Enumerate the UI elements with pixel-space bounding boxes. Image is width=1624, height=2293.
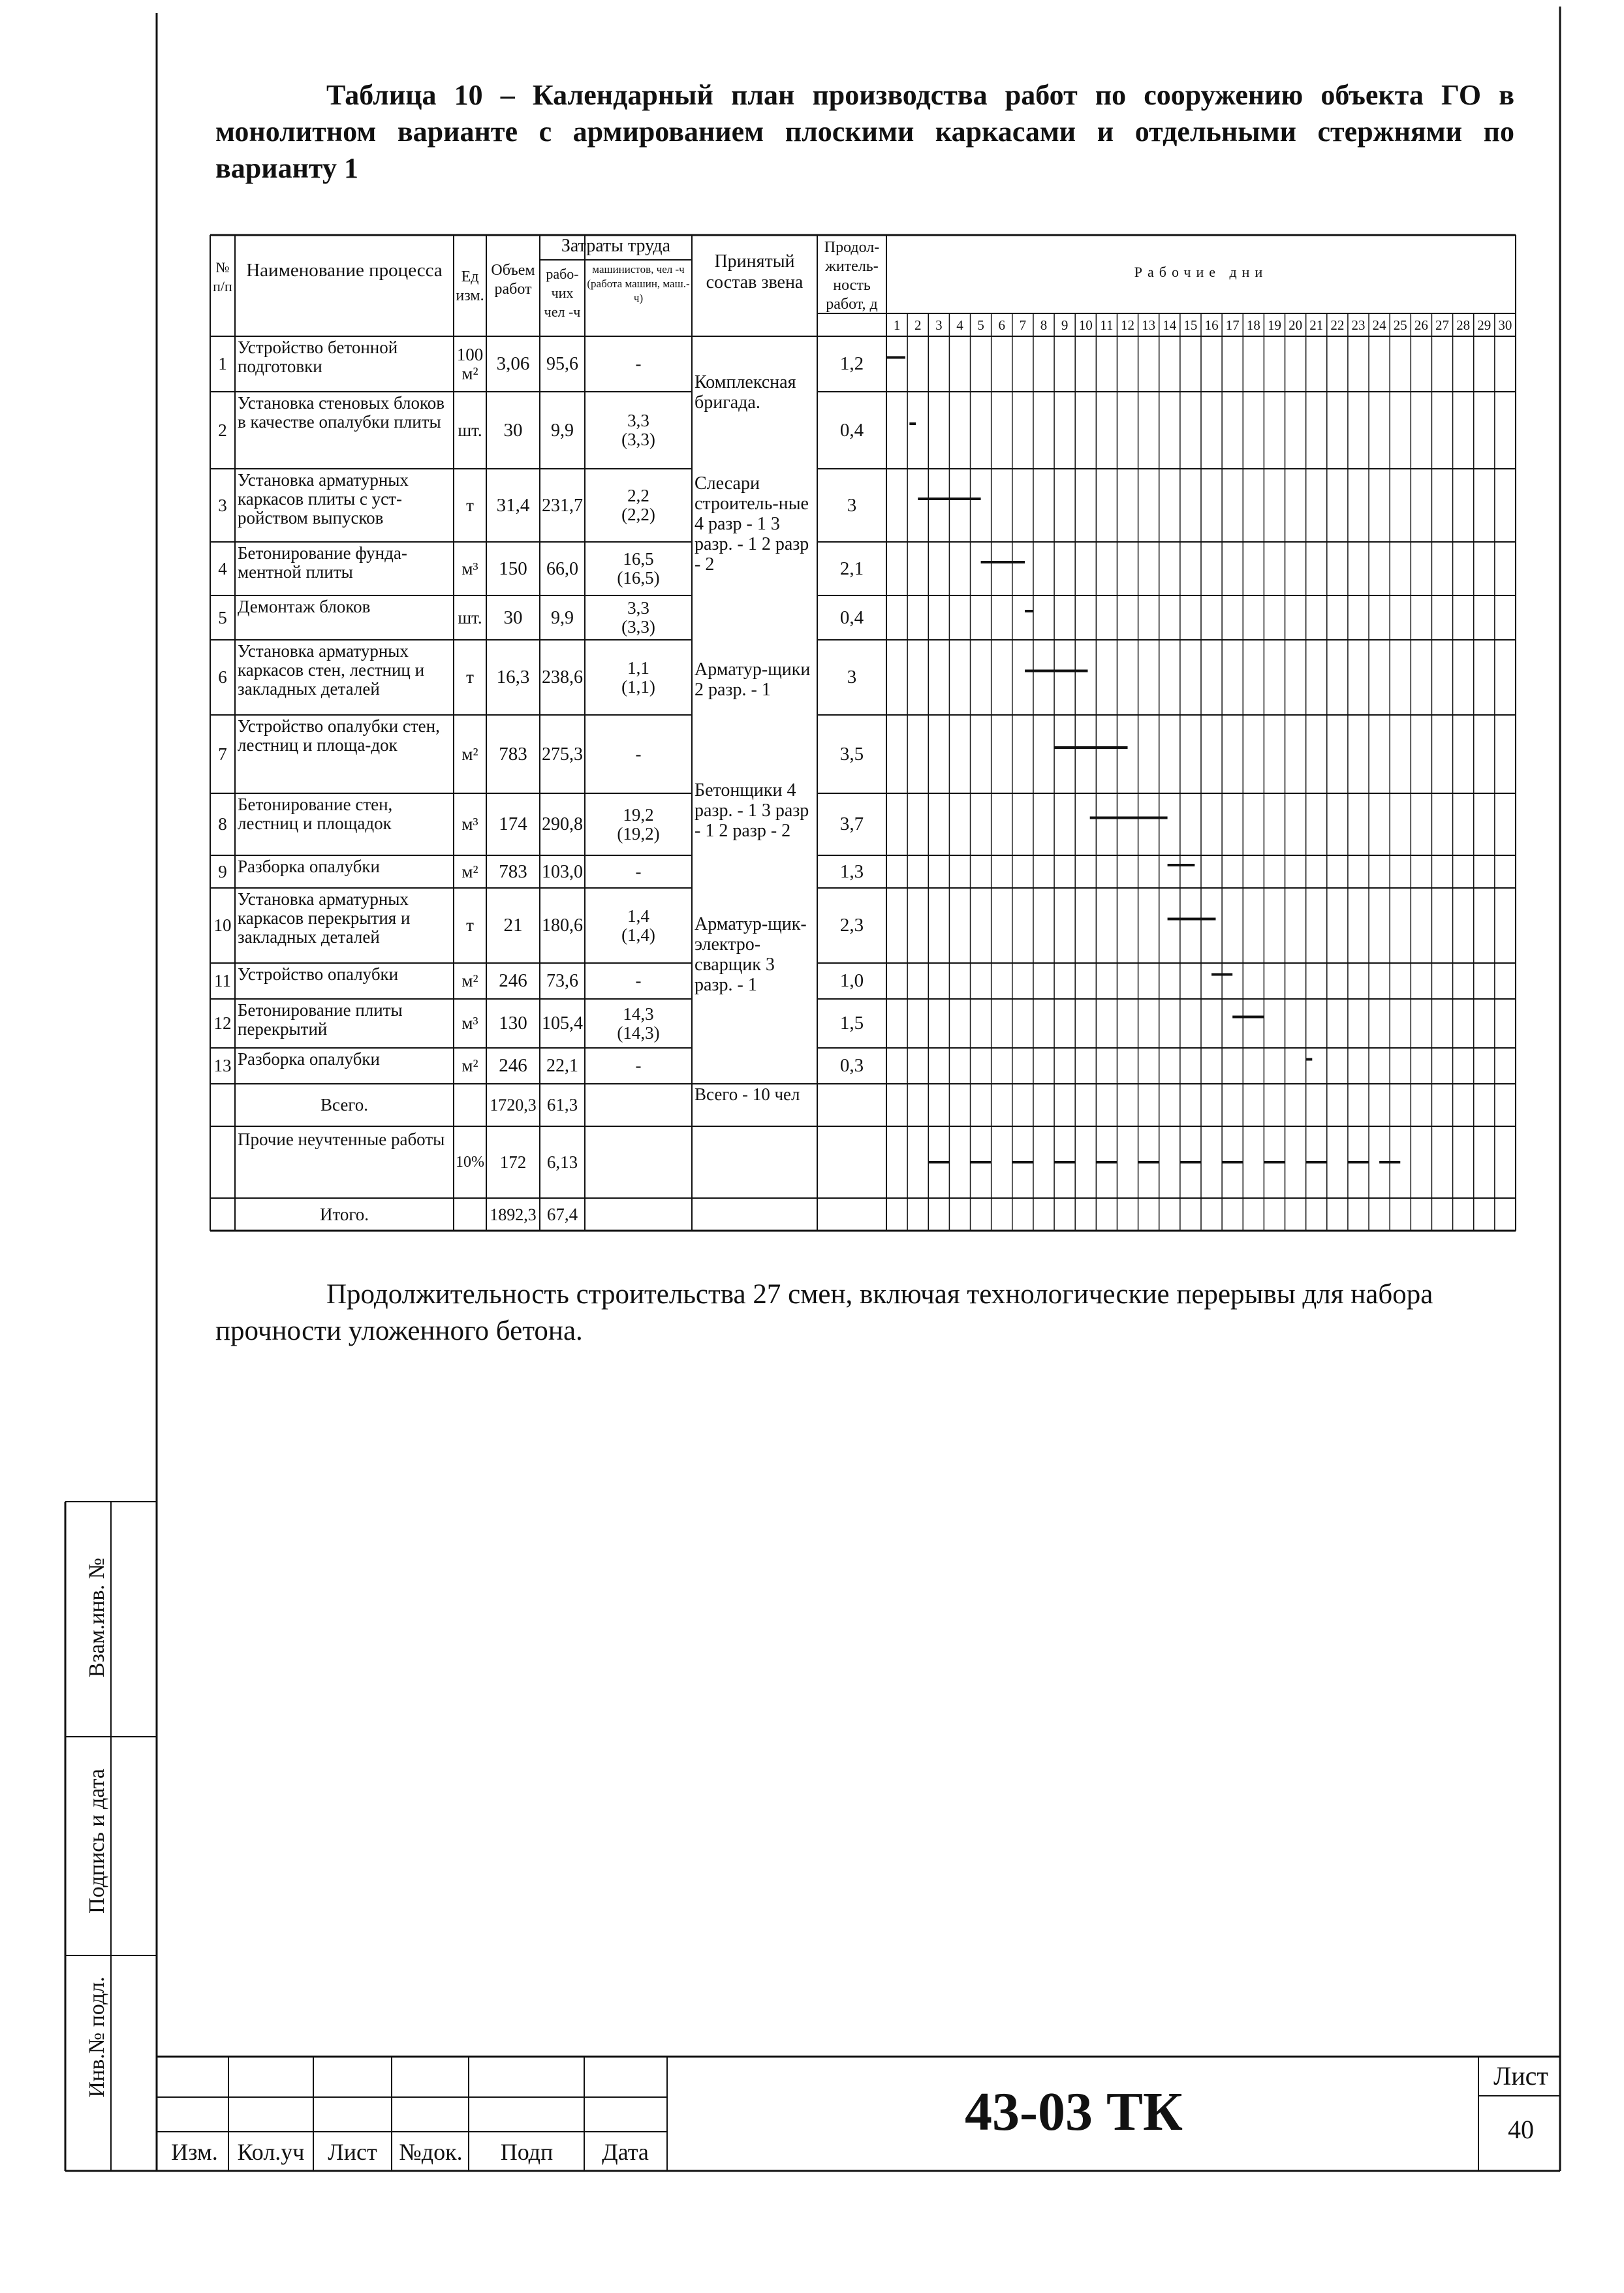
row-duration: 1,5 — [839, 1013, 864, 1034]
day-number: 26 — [1414, 317, 1428, 333]
row-num: 8 — [218, 814, 227, 834]
day-number: 5 — [977, 317, 984, 333]
row-machines: 16,5 (16,5) — [617, 549, 660, 588]
day-number: 13 — [1142, 317, 1156, 333]
day-number: 25 — [1393, 317, 1407, 333]
other-workers: 6,13 — [546, 1152, 578, 1172]
row-duration: 0,4 — [839, 607, 864, 628]
row-volume: 30 — [503, 607, 523, 628]
day-number: 2 — [914, 317, 922, 333]
day-number: 24 — [1372, 317, 1386, 333]
row-volume: 21 — [503, 915, 523, 936]
row-duration: 1,3 — [839, 861, 864, 882]
row-workers: 290,8 — [542, 814, 583, 834]
crew-text: Арматур-щик-электро-сварщик 3 разр. - 1 — [695, 914, 807, 995]
row-duration: 2,3 — [839, 915, 864, 936]
stamp-col-kol: Кол.уч — [237, 2139, 305, 2165]
row-unit: т — [466, 495, 474, 515]
stamp-col-podp: Подп — [500, 2139, 554, 2165]
day-number: 15 — [1183, 317, 1198, 333]
row-volume: 130 — [499, 1013, 527, 1034]
row-name: Установка арматурных каркасов стен, лестниц и закладных деталей — [238, 642, 425, 699]
row-workers: 95,6 — [546, 354, 578, 374]
row-volume: 16,3 — [496, 667, 530, 688]
row-workers: 66,0 — [546, 558, 578, 579]
header-labor-workers: рабо-чих чел -ч — [544, 266, 581, 320]
day-number: 18 — [1246, 317, 1260, 333]
grand-name: Итого. — [319, 1204, 369, 1224]
row-unit: м² — [461, 861, 478, 881]
other-unit: 10% — [456, 1153, 484, 1171]
row-machines: - — [635, 971, 642, 990]
stamp-col-list: Лист — [328, 2139, 377, 2165]
stamp-sheet-label: Лист — [1493, 2061, 1548, 2091]
row-volume: 783 — [499, 861, 527, 882]
header-crew: Принятый состав звена — [706, 251, 804, 293]
row-unit: шт. — [458, 420, 482, 440]
crew-text: Слесари строитель-ные 4 разр - 1 3 разр. - 1 2 разр - 2 — [695, 473, 809, 575]
day-number: 19 — [1267, 317, 1281, 333]
row-workers: 9,9 — [551, 607, 574, 628]
row-workers: 73,6 — [546, 971, 578, 991]
row-num: 7 — [218, 744, 227, 764]
stamp-col-ndok: №док. — [399, 2139, 463, 2165]
day-number: 4 — [956, 317, 963, 333]
other-name: Прочие неучтенные работы — [238, 1130, 445, 1149]
row-name: Установка стеновых блоков в качестве опалубки плиты — [238, 394, 445, 432]
row-num: 5 — [218, 607, 227, 627]
row-duration: 0,3 — [839, 1055, 864, 1076]
duration-note: Продолжительность строительства 27 смен, включая технологические перерывы для набора прочности уложенного бетона. — [215, 1279, 1433, 1346]
stamp-code: 43-03 ТК — [965, 2081, 1183, 2142]
row-workers: 105,4 — [542, 1013, 583, 1034]
total-workers: 61,3 — [546, 1095, 578, 1115]
row-workers: 275,3 — [542, 744, 583, 765]
row-num: 12 — [213, 1013, 232, 1033]
row-name: Установка арматурных каркасов плиты с уст-ройством выпусков — [238, 471, 409, 528]
header-name: Наименование процесса — [246, 261, 443, 281]
header-duration: Продол-житель-ность работ, д — [824, 239, 880, 313]
row-machines: 3,3 (3,3) — [621, 411, 655, 449]
header-unit: Ед изм. — [456, 268, 484, 304]
day-number: 8 — [1040, 317, 1048, 333]
header-days: Рабочие дни — [1134, 264, 1268, 280]
stamp-sheet-number: 40 — [1508, 2115, 1534, 2144]
day-number: 1 — [893, 317, 901, 333]
day-number: 12 — [1121, 317, 1135, 333]
total-name: Всего. — [320, 1095, 368, 1115]
day-number: 3 — [935, 317, 943, 333]
row-volume: 246 — [499, 1055, 527, 1076]
row-name: Устройство опалубки — [238, 965, 399, 984]
row-unit: м² — [461, 744, 478, 764]
row-workers: 22,1 — [546, 1056, 578, 1076]
row-duration: 3 — [847, 494, 857, 516]
day-number: 9 — [1061, 317, 1069, 333]
total-volume: 1720,3 — [490, 1096, 537, 1115]
row-name: Установка арматурных каркасов перекрытия и закладных деталей — [238, 890, 411, 947]
row-num: 13 — [213, 1056, 232, 1075]
row-name: Бетонирование стен, лестниц и площадок — [238, 795, 393, 833]
row-machines: 1,1 (1,1) — [621, 657, 655, 697]
crew-text: Бетонщики 4 разр. - 1 3 разр - 1 2 разр - 2 — [695, 780, 809, 841]
row-unit: м² — [461, 971, 478, 990]
day-number: 14 — [1163, 317, 1177, 333]
row-machines: - — [635, 744, 642, 764]
row-volume: 246 — [499, 970, 527, 991]
row-name: Разборка опалубки — [238, 857, 380, 876]
row-num: 2 — [218, 420, 227, 440]
row-machines: - — [635, 354, 642, 373]
row-num: 6 — [218, 667, 227, 687]
day-number: 28 — [1456, 317, 1471, 333]
row-num: 10 — [213, 915, 232, 935]
row-duration: 3,5 — [839, 743, 864, 765]
row-unit: 100 м² — [456, 344, 484, 383]
row-unit: м² — [461, 1056, 478, 1075]
row-volume: 31,4 — [496, 494, 530, 516]
row-machines: - — [635, 861, 642, 881]
table-title: Таблица 10 – Календарный план производства работ по сооружению объекта ГО в монолитном варианте с армированием плоскими каркасами и отдельными стержнями по варианту 1 — [215, 79, 1514, 184]
row-machines: 2,2 (2,2) — [621, 486, 655, 524]
grand-workers: 67,4 — [546, 1204, 578, 1224]
row-duration: 3 — [847, 667, 857, 688]
stamp-col-data: Дата — [602, 2139, 649, 2165]
row-unit: т — [466, 915, 474, 935]
row-name: Устройство бетонной подготовки — [238, 338, 398, 376]
row-num: 9 — [218, 861, 227, 881]
row-num: 11 — [214, 971, 231, 990]
row-duration: 1,0 — [839, 970, 864, 991]
row-workers: 180,6 — [542, 915, 583, 936]
row-duration: 0,4 — [839, 419, 864, 441]
side-label-podpis: Подпись и дата — [85, 1769, 109, 1914]
row-num: 3 — [218, 495, 227, 515]
row-name: Разборка опалубки — [238, 1050, 380, 1069]
row-unit: м³ — [461, 814, 478, 834]
header-volume: Объем работ — [491, 262, 535, 298]
row-num: 4 — [218, 558, 227, 578]
day-number: 11 — [1100, 317, 1114, 333]
row-workers: 103,0 — [542, 861, 583, 882]
day-number: 17 — [1225, 317, 1240, 333]
row-name: Демонтаж блоков — [238, 597, 371, 616]
header-labor-machines: машинистов, чел -ч (работа машин, маш.-ч) — [587, 263, 690, 304]
row-num: 1 — [218, 354, 227, 373]
row-workers: 9,9 — [551, 420, 574, 441]
row-unit: т — [466, 667, 474, 687]
side-label-vzam: Взам.инв. № — [85, 1557, 109, 1678]
row-volume: 783 — [499, 743, 527, 765]
row-volume: 174 — [499, 814, 527, 834]
row-name: Бетонирование фунда-ментной плиты — [238, 544, 407, 582]
row-duration: 1,2 — [839, 353, 864, 374]
row-machines: 14,3 (14,3) — [617, 1004, 660, 1043]
header-labor: Затраты труда — [561, 236, 671, 256]
header-num: № п/п — [213, 259, 232, 294]
row-name: Бетонирование плиты перекрытий — [238, 1001, 403, 1039]
day-number: 7 — [1019, 317, 1027, 333]
day-number: 23 — [1351, 317, 1366, 333]
row-volume: 3,06 — [496, 353, 530, 374]
day-number: 20 — [1288, 317, 1303, 333]
other-volume: 172 — [499, 1152, 527, 1172]
row-unit: м³ — [461, 558, 478, 578]
row-workers: 238,6 — [542, 667, 583, 688]
row-machines: 3,3 (3,3) — [621, 598, 655, 637]
day-number: 29 — [1477, 317, 1491, 333]
row-volume: 30 — [503, 419, 523, 441]
row-unit: шт. — [458, 607, 482, 627]
crew-text: Комплексная бригада. — [695, 372, 796, 413]
row-duration: 3,7 — [839, 814, 864, 834]
row-machines: 1,4 (1,4) — [621, 906, 655, 945]
day-number: 21 — [1309, 317, 1324, 333]
row-name: Устройство опалубки стен, лестниц и площа-док — [238, 717, 440, 755]
row-machines: 19,2 (19,2) — [617, 804, 660, 844]
total-crew: Всего - 10 чел — [695, 1085, 800, 1104]
day-number: 27 — [1435, 317, 1450, 333]
day-number: 10 — [1078, 317, 1093, 333]
day-number: 16 — [1204, 317, 1219, 333]
stamp-col-izm: Изм. — [171, 2139, 218, 2165]
row-machines: - — [635, 1056, 642, 1075]
row-volume: 150 — [499, 558, 527, 579]
row-unit: м³ — [461, 1013, 478, 1033]
grand-volume: 1892,3 — [490, 1205, 537, 1224]
day-number: 22 — [1330, 317, 1345, 333]
day-number: 30 — [1498, 317, 1512, 333]
crew-text: Арматур-щики 2 разр. - 1 — [695, 659, 811, 700]
row-workers: 231,7 — [542, 495, 583, 516]
side-label-inv-podl: Инв.№ подл. — [85, 1976, 109, 2098]
row-duration: 2,1 — [839, 558, 864, 579]
day-number: 6 — [998, 317, 1005, 333]
